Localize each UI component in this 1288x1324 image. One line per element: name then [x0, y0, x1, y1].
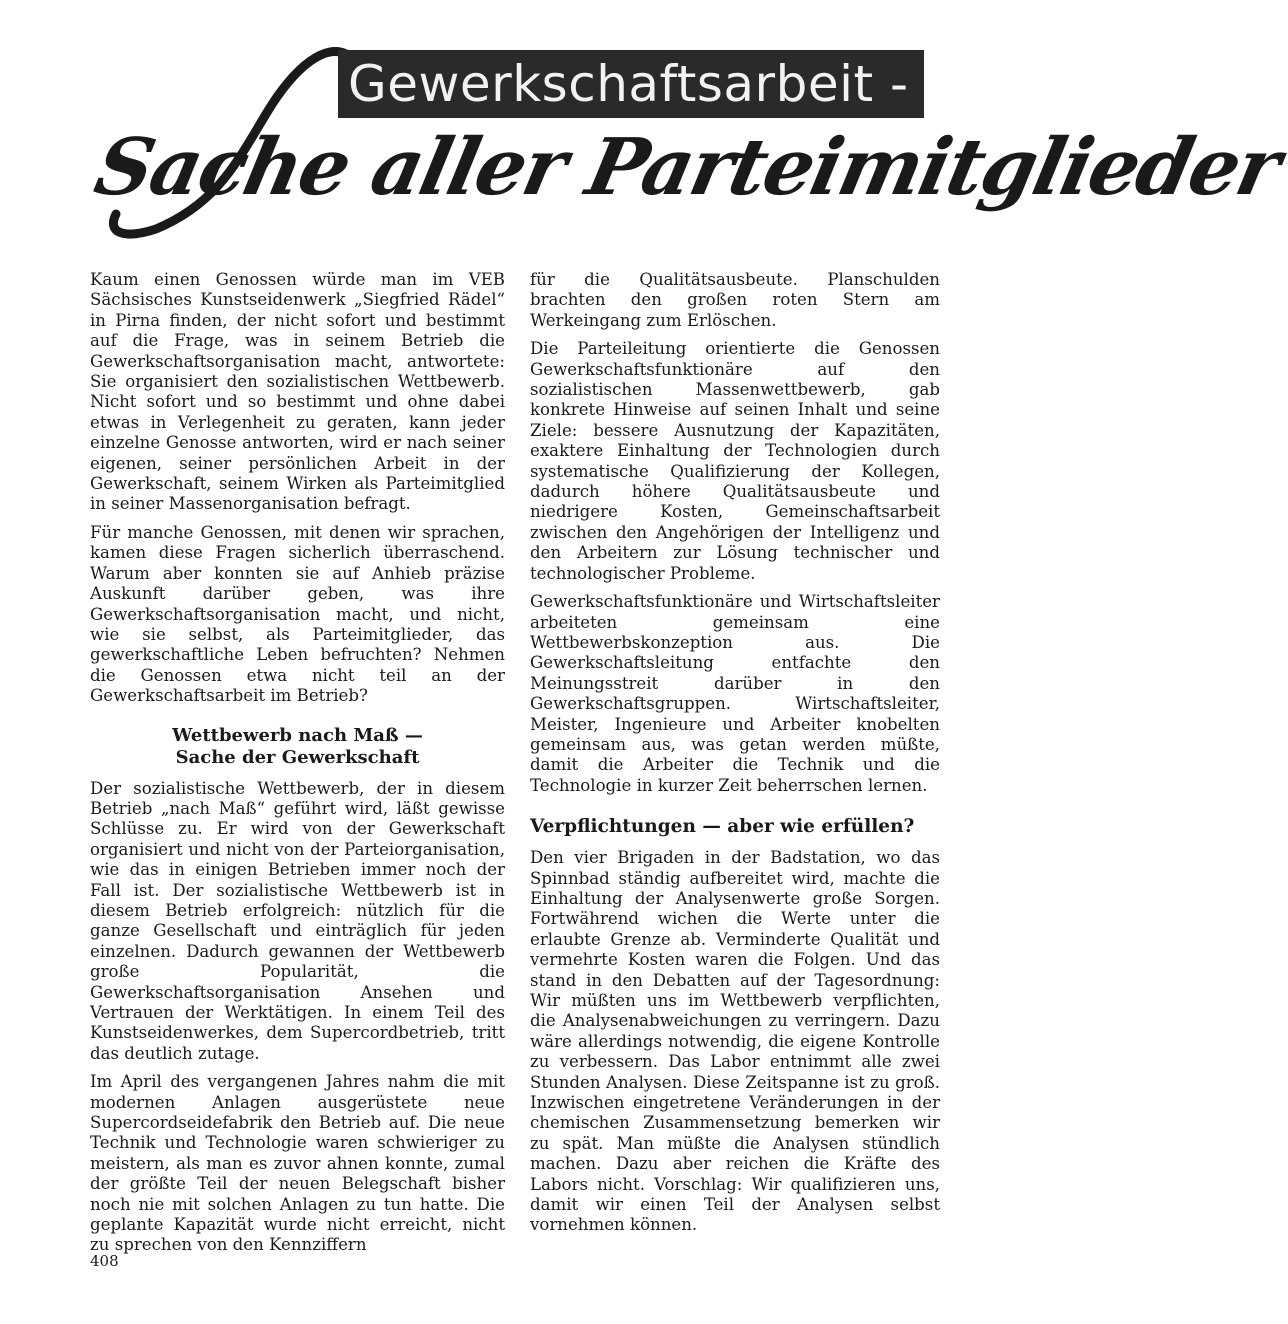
paragraph: Der sozialistische Wettbewerb, der in diesem Betrieb „nach Maß“ geführt wird, läßt gewisse Schlüsse zu. Er wird von der Gewerkschaft organisiert und nicht von der Parteiorganisation, wie das in einigen Betrieben immer noch der Fall ist. Der sozialistische Wettbewerb ist in diesem Betrieb erfolgreich: nützlich für die ganze Gesellschaft und einträglich für jeden einzelnen. Dadurch gewannen der Wettbewerb große Popularität, die Gewerkschaftsorganisation Ansehen und Vertrauen der Werktätigen. In einem Teil des Kunstseidenwerkes, dem Supercordbetrieb, tritt das deutlich zutage.	[90, 778, 505, 1063]
headline-top-line: Gewerkschaftsarbeit -	[348, 55, 909, 113]
paragraph: für die Qualitätsausbeute. Planschulden brachten den großen roten Stern am Werkeingang zum Erlöschen.	[530, 270, 940, 330]
paragraph: Im April des vergangenen Jahres nahm die mit modernen Anlagen ausgerüstete neue Supercordseidefabrik den Betrieb auf. Die neue Technik und Technologie waren schwieriger zu meistern, als man es zuvor ahnen konnte, zumal der größte Teil der neuen Belegschaft bisher noch nie mit solchen Anlagen zu tun hatte. Die geplante Kapazität wurde nicht erreicht, nicht zu sprechen von den Kennziffern	[90, 1072, 505, 1255]
headline-script-line: Sache aller Parteimitglieder	[87, 122, 1287, 213]
heading-line: Wettbewerb nach Maß —	[172, 724, 423, 746]
paragraph: Den vier Brigaden in der Badstation, wo das Spinnbad ständig aufbereitet wird, machte die Einhaltung der Analysenwerte große Sorgen. Fortwährend wichen die Werte unter die erlaubte Grenze ab. Verminderte Qualität und vermehrte Kosten waren die Folgen. Und das stand in den Debatten auf der Tagesordnung: Wir müßten uns im Wettbewerb verpflichten, die Analysenabweichungen zu verringern. Dazu wäre allerdings notwendig, die eigene Kontrolle zu verbessern. Das Labor entnimmt alle zwei Stunden Analysen. Diese Zeitspanne ist zu groß. Inzwischen eingetretene Veränderungen in der chemischen Zusammensetzung bemerken wir zu spät. Man müßte die Analysen stündlich machen. Dazu aber reichen die Kräfte des Labors nicht. Vorschlag: Wir qualifizieren uns, damit wir einen Teil der Analysen selbst vornehmen können.	[530, 848, 940, 1235]
paragraph: Die Parteileitung orientierte die Genossen Gewerkschaftsfunktionäre auf den sozialistischen Massenwettbewerb, gab konkrete Hinweise auf seinen Inhalt und seine Ziele: bessere Ausnutzung der Kapazitäten, exaktere Einhaltung der Technologien durch systematische Qualifizierung der Kollegen, dadurch höhere Qualitätsausbeute und niedrigere Kosten, Gemeinschaftsarbeit zwischen den Angehörigen der Intelligenz und den Arbeitern zur Lösung technischer und technologischer Probleme.	[530, 339, 940, 583]
section-heading-verpflichtungen: Verpflichtungen — aber wie erfüllen?	[530, 816, 915, 838]
heading-line: Sache der Gewerkschaft	[175, 746, 420, 768]
paragraph: Kaum einen Genossen würde man im VEB Sächsisches Kunstseidenwerk „Siegfried Rädel“ in Pirna finden, der nicht sofort und bestimmt auf die Frage, was in seinem Betrieb die Gewerkschaftsorganisation macht, antwortete: Sie organisiert den sozialistischen Wettbewerb. Nicht sofort und so bestimmt und ohne dabei etwas in Verlegenheit zu geraten, kann jeder einzelne Genosse antworten, wird er nach seiner eigenen, seiner persönlichen Arbeit in der Gewerkschaft, seinem Wirken als Parteimitglied in seiner Massenorganisation befragt.	[90, 270, 505, 514]
paragraph: Für manche Genossen, mit denen wir sprachen, kamen diese Fragen sicherlich überraschend. Warum aber konnten sie auf Anhieb präzise Auskunft darüber geben, was ihre Gewerkschaftsorganisation macht, und nicht, wie sie selbst, als Parteimitglieder, das gewerkschaftliche Leben befruchten? Nehmen die Genossen etwa nicht teil an der Gewerkschaftsarbeit im Betrieb?	[90, 522, 505, 706]
section-heading-wettbewerb	[90, 725, 505, 769]
page-number: 408	[90, 1252, 119, 1270]
headline	[0, 0, 1287, 260]
right-column	[530, 270, 940, 1244]
left-column	[90, 270, 505, 1264]
paragraph: Gewerkschaftsfunktionäre und Wirtschaftsleiter arbeiteten gemeinsam eine Wettbewerbskonzeption aus. Die Gewerkschaftsleitung entfachte den Meinungsstreit darüber in den Gewerkschaftsgruppen. Wirtschaftsleiter, Meister, Ingenieure und Arbeiter knobelten gemeinsam aus, was getan werden müßte, damit die Arbeiter die Technik und die Technologie in kurzer Zeit beherrschen lernen.	[530, 592, 940, 795]
